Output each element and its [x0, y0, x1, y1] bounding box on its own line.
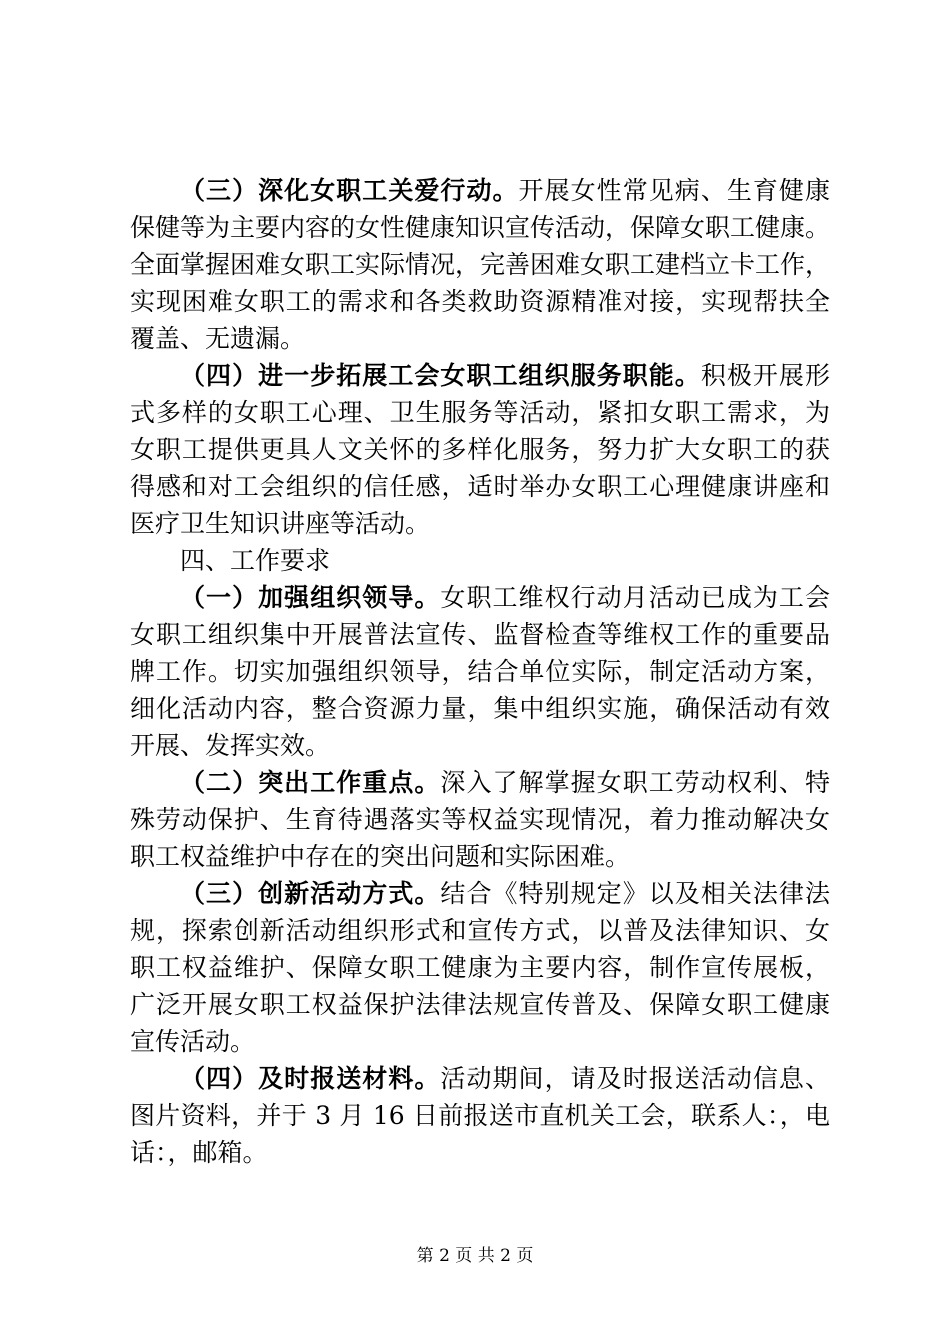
- text-line: 职工权益维护中存在的突出问题和实际困难。: [130, 842, 631, 871]
- text-line: 宣传活动。: [130, 1027, 256, 1056]
- paragraph-text: 结合《特别规定》以及相关法律法: [440, 879, 830, 908]
- text-line: 广泛开展女职工权益保护法律法规宣传普及、保障女职工健康: [130, 990, 830, 1019]
- paragraph-heading: （三）创新活动方式。: [180, 879, 441, 908]
- text-line: 女职工提供更具人文关怀的多样化服务，努力扩大女职工的获: [130, 435, 830, 464]
- text-line: [130, 357, 830, 394]
- section-heading: 四、工作要求: [180, 546, 331, 575]
- text-line: 话：，邮箱。: [130, 1138, 268, 1167]
- text-line: 得感和对工会组织的信任感，适时举办女职工心理健康讲座和: [130, 472, 830, 501]
- text-line: 女职工组织集中开展普法宣传、监督检查等维权工作的重要品: [130, 620, 830, 649]
- text-line: 规，探索创新活动组织形式和宣传方式，以普及法律知识、女: [130, 916, 830, 945]
- text-line: 图片资料，并于 3 月 16 日前报送市直机关工会，联系人：，电: [130, 1101, 830, 1130]
- text-line: [130, 764, 830, 801]
- paragraph-text: 深入了解掌握女职工劳动权利、特: [440, 768, 830, 797]
- paragraph-heading: （一）加强组织领导。: [180, 583, 441, 612]
- page-number-footer: 第 2 页 共 2 页: [416, 1246, 534, 1266]
- text-line: 实现困难女职工的需求和各类救助资源精准对接，实现帮扶全: [130, 287, 830, 316]
- paragraph-heading: （二）突出工作重点。: [180, 768, 441, 797]
- text-line: [130, 1060, 830, 1097]
- text-line: 全面掌握困难女职工实际情况，完善困难女职工建档立卡工作，: [130, 250, 830, 279]
- text-line: 牌工作。切实加强组织领导，结合单位实际，制定活动方案，: [130, 657, 830, 686]
- document-body: [130, 172, 830, 1171]
- text-line: 开展、发挥实效。: [130, 731, 331, 760]
- text-line: 式多样的女职工心理、卫生服务等活动，紧扣女职工需求，为: [130, 398, 830, 427]
- paragraph-heading: （四）及时报送材料。: [180, 1064, 441, 1093]
- paragraph-text: 女职工维权行动月活动已成为工会: [440, 583, 830, 612]
- paragraph-text: 积极开展形: [700, 361, 830, 390]
- text-line: 医疗卫生知识讲座等活动。: [130, 509, 431, 538]
- text-line: 细化活动内容，整合资源力量，集中组织实施，确保活动有效: [130, 694, 830, 723]
- text-line: 殊劳动保护、生育待遇落实等权益实现情况，着力推动解决女: [130, 805, 830, 834]
- text-line: 职工权益维护、保障女职工健康为主要内容，制作宣传展板，: [130, 953, 830, 982]
- text-line: [130, 875, 830, 912]
- paragraph-text: 活动期间，请及时报送活动信息、: [440, 1064, 830, 1093]
- paragraph-text: 开展女性常见病、生育健康: [518, 176, 830, 205]
- text-line: [130, 172, 830, 209]
- text-line: [130, 579, 830, 616]
- text-line: 覆盖、无遗漏。: [130, 324, 306, 353]
- paragraph-heading: （三）深化女职工关爱行动。: [180, 176, 519, 205]
- paragraph-heading: （四）进一步拓展工会女职工组织服务职能。: [180, 361, 701, 390]
- text-line: 保健等为主要内容的女性健康知识宣传活动，保障女职工健康。: [130, 213, 830, 242]
